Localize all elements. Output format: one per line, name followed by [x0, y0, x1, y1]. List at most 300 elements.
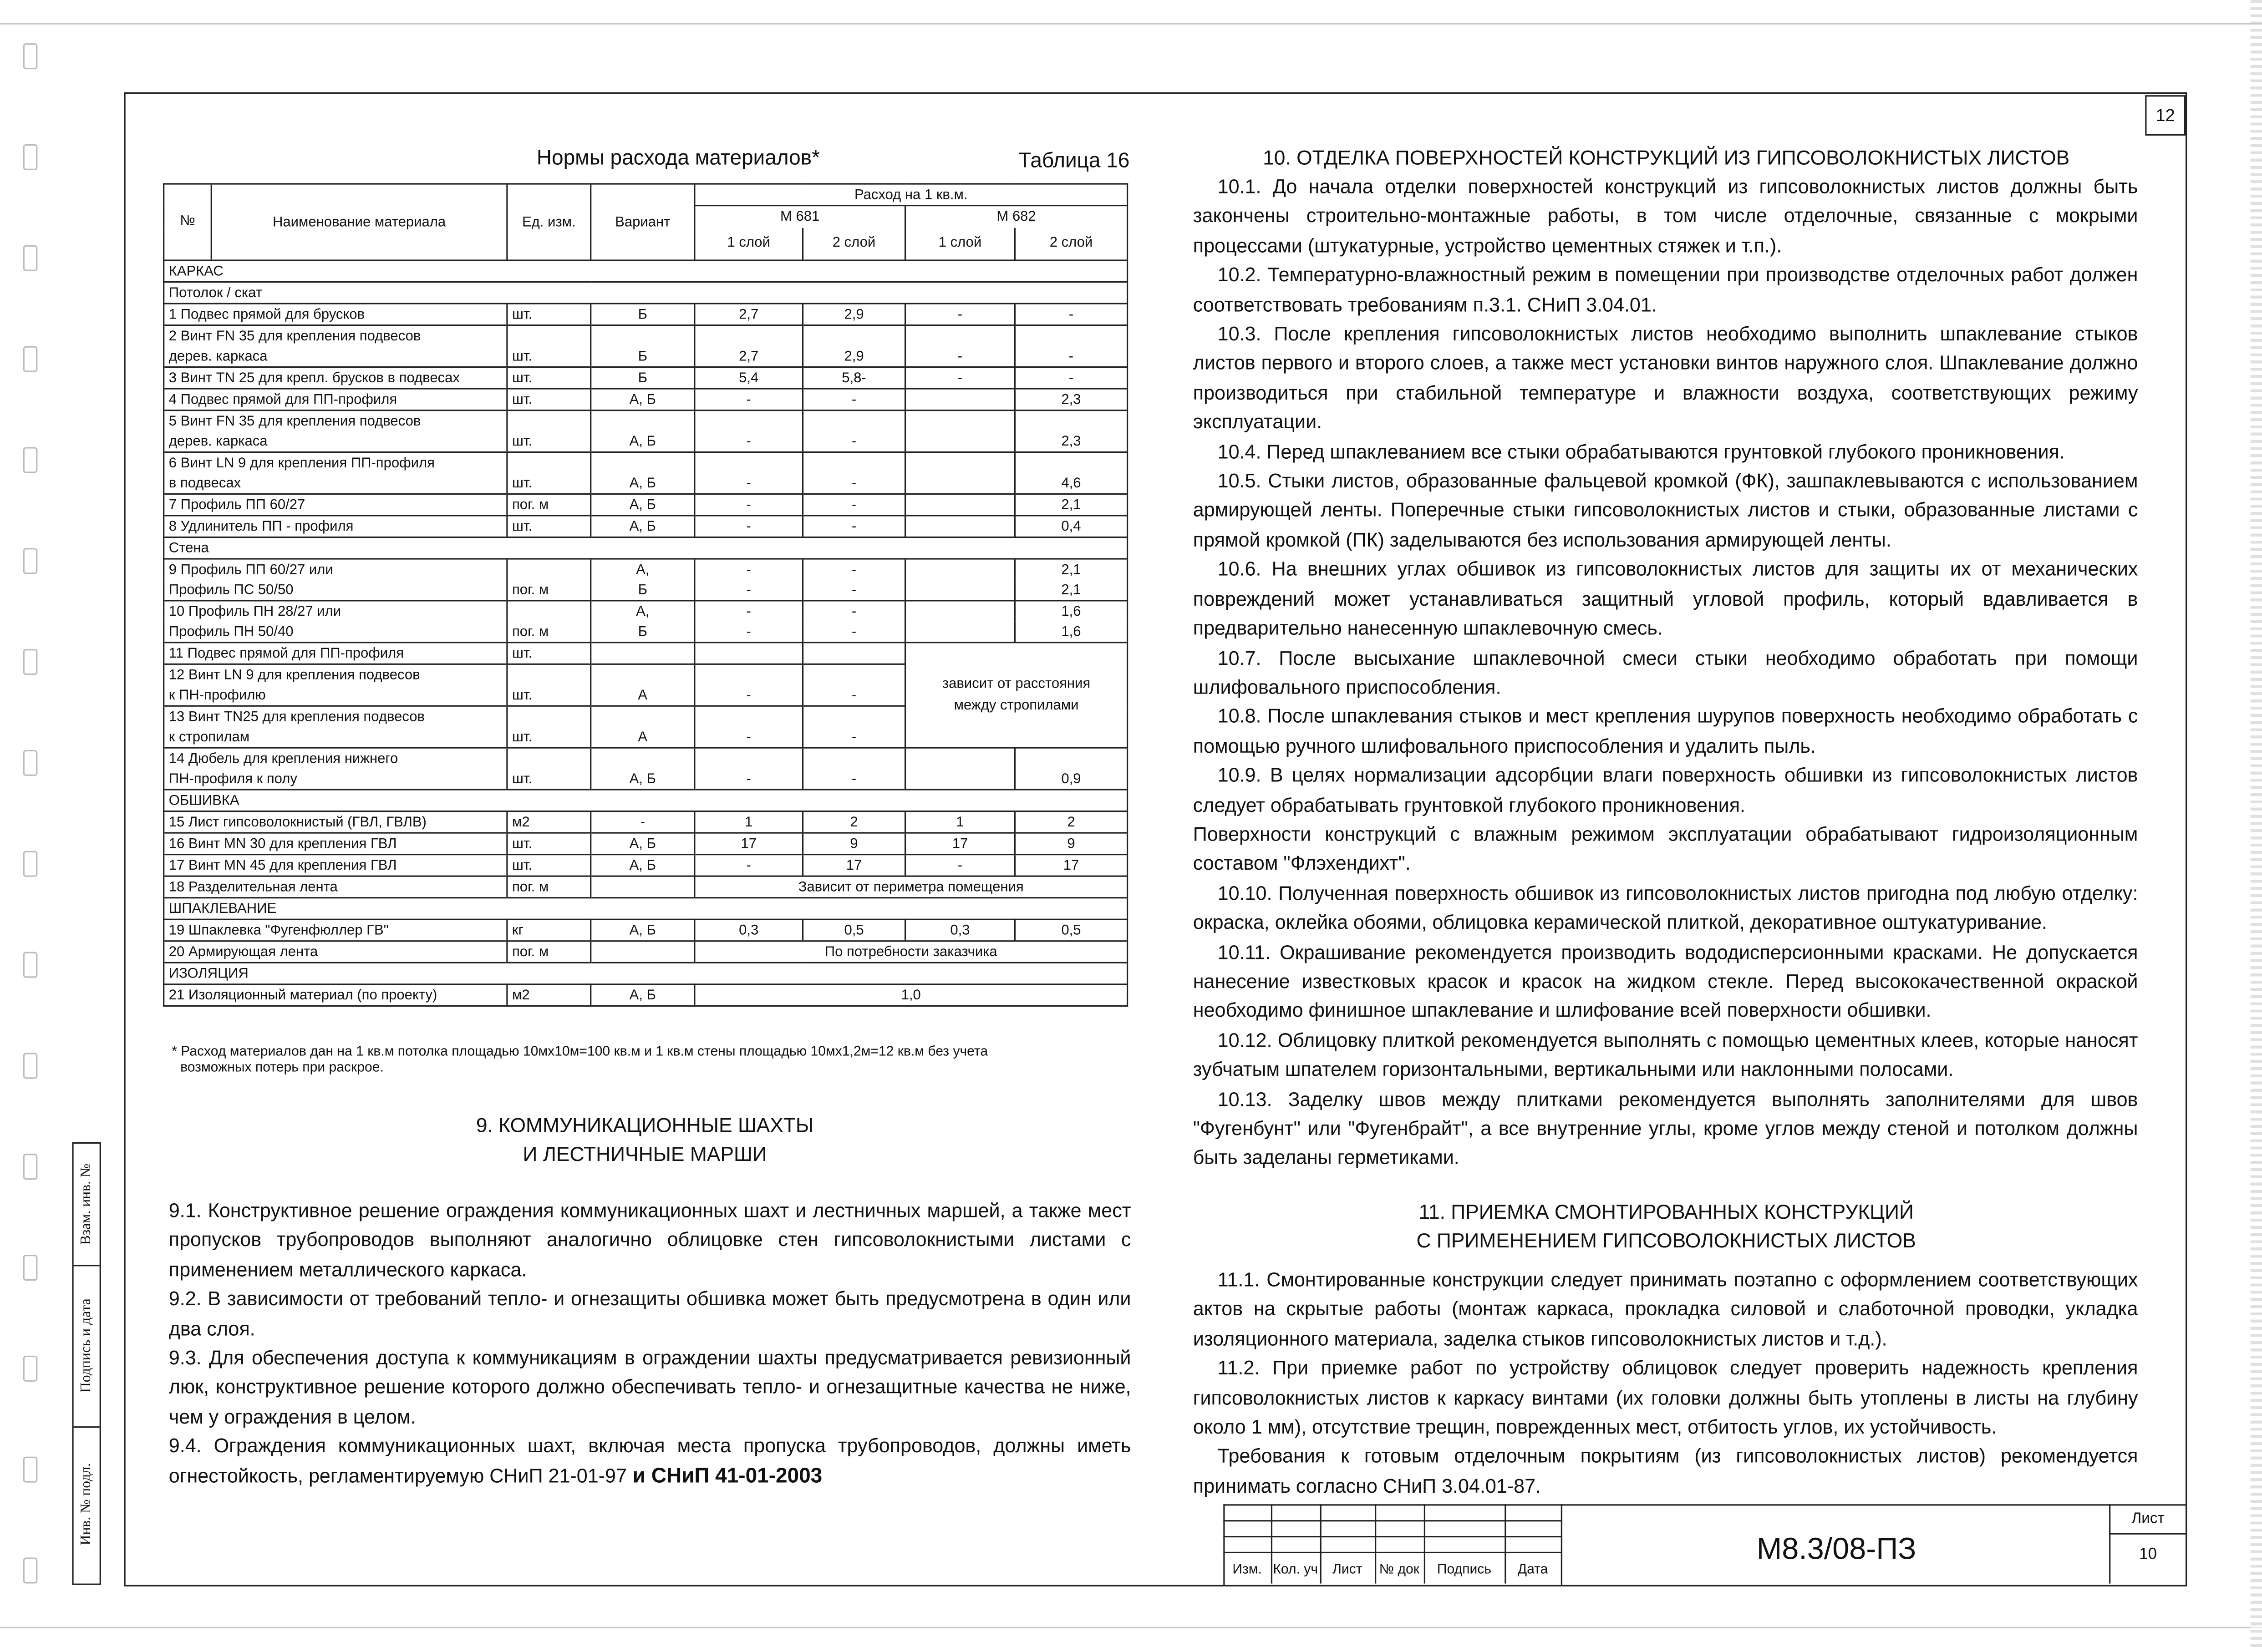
paragraph-9-3: 9.3. Для обеспечения доступа к коммуникациям в ограждении шахты предусматривается ревизионный люк, конструктивное решение которого должно обеспечивать тепло- и огнезащитные качества не ниже, чем у ограждения в целом. — [168, 1347, 1131, 1428]
table-row — [164, 769, 1128, 790]
table-cell: А, Б — [591, 855, 695, 877]
table-cell: 2,3 — [1015, 389, 1127, 410]
stamp-cell — [1424, 1504, 1506, 1521]
table-cell — [803, 748, 905, 769]
paragraph-10: 10.11. Окрашивание рекомендуется производить вододисперсионными красками. Не допускается нанесение известковых красок и красок на жидком стекле. Перед высококачественной окраской необходимо финишное шпаклевание и шлифование всей поверхности обшивки. — [1193, 941, 2138, 1022]
table-cell: 2,1 — [1015, 494, 1127, 516]
table-cell: кг — [507, 919, 591, 941]
table-section-row — [164, 898, 1128, 920]
heading-line: 9. КОММУНИКАЦИОННЫЕ ШАХТЫ — [476, 1113, 814, 1137]
table-row — [164, 622, 1128, 643]
paragraph-10: 10.8. После шпаклевания стыков и мест крепления шурупов поверхность необходимо обработать с помощью ручного шлифовального приспособления и удалить пыль. — [1193, 705, 2138, 757]
paragraph-text: 9.4. Ограждения коммуникационных шахт, включая места пропуска трубопроводов, должны иметь огнестойкость, регламентируемую СНиП 21-01-97 — [168, 1435, 1131, 1487]
table-cell — [591, 664, 695, 685]
table-cell: А, Б — [591, 919, 695, 941]
stamp-cell — [1271, 1504, 1322, 1521]
paragraph-10: 10.6. На внешних углах обшивок из гипсоволокнистых листов для защиты их от механических повреждений может устанавливаться защитный угловой профиль, который вдавливается в предварительно нанесенную шпаклевочную смесь. — [1193, 558, 2138, 639]
table-cell: шт. — [507, 367, 591, 389]
stamp-cell — [1271, 1520, 1322, 1537]
table-cell: - — [1015, 304, 1127, 325]
table-cell: 9 Профиль ПП 60/27 или — [164, 559, 507, 580]
table-cell: 2,9 — [803, 304, 905, 325]
stamp-label: № док — [1375, 1552, 1425, 1584]
table-cell: 9 — [803, 833, 905, 855]
header-layer2: 2 слой — [1015, 228, 1127, 260]
table-cell: - — [905, 304, 1015, 325]
section10-heading: 10. ОТДЕЛКА ПОВЕРХНОСТЕЙ КОНСТРУКЦИЙ ИЗ ГИПСОВОЛОКНИСТЫХ ЛИСТОВ — [1263, 146, 2070, 169]
table-cell — [905, 431, 1015, 452]
table-cell: А, — [591, 601, 695, 622]
paragraph-10: 10.12. Облицовку плиткой рекомендуется выполнять с помощью цементных клеев, которые наносят зубчатым шпателем горизонтальными, вертикальными или наклонными полосами. — [1193, 1029, 2138, 1081]
paragraph-11-1: 11.1. Смонтированные конструкции следует принимать поэтапно с оформлением соответствующих актов на скрытые работы (монтаж каркаса, прокладка силовой и слаботочной проводки, укладка изоляционного материала, заделка стыков гипсоволокнистых листов и т.д.). — [1193, 1269, 2138, 1350]
table-cell — [695, 664, 803, 685]
table-cell: 4,6 — [1015, 473, 1127, 494]
table-row — [164, 325, 1128, 346]
table-cell: 13 Винт TN25 для крепления подвесов — [164, 706, 507, 727]
table-cell: - — [905, 346, 1015, 367]
table-cell: - — [695, 431, 803, 452]
table-cell: 2,1 — [1015, 559, 1127, 580]
table-cell: - — [695, 516, 803, 537]
table-cell: 4 Подвес прямой для ПП-профиля — [164, 389, 507, 410]
table-cell — [905, 516, 1015, 537]
table-cell: пог. м — [507, 494, 591, 516]
heading-line: С ПРИМЕНЕНИЕМ ГИПСОВОЛОКНИСТЫХ ЛИСТОВ — [1416, 1228, 1916, 1252]
stamp-cell — [1505, 1536, 1562, 1553]
table-row — [164, 431, 1128, 452]
table-cell: 0,3 — [905, 919, 1015, 941]
table-cell: - — [803, 516, 905, 537]
table-cell: - — [1015, 367, 1127, 389]
binding-hole — [23, 346, 38, 372]
table-cell — [905, 559, 1015, 580]
binding-hole — [23, 1457, 38, 1483]
table-section-row — [164, 790, 1128, 811]
paragraph-10: 10.2. Температурно-влажностный режим в помещении при производстве отделочных работ должен соответствовать требованиям п.3.1. СНиП 3.04.01. — [1193, 264, 2138, 315]
table-cell: пог. м — [507, 622, 591, 643]
table-cell: 1,6 — [1015, 601, 1127, 622]
table-cell: шт. — [507, 304, 591, 325]
table-cell — [695, 410, 803, 431]
table-cell: - — [591, 811, 695, 833]
table-cell: Б — [591, 580, 695, 601]
table-cell: А, Б — [591, 431, 695, 452]
table-cell — [1015, 452, 1127, 473]
table-cell: 15 Лист гипсоволокнистый (ГВЛ, ГВЛВ) — [164, 811, 507, 833]
table-cell: - — [803, 601, 905, 622]
stamp-label: Дата — [1505, 1552, 1562, 1584]
table-cell: 1 — [695, 811, 803, 833]
footnote-line: возможных потерь при раскрое. — [180, 1060, 384, 1076]
table-row — [164, 389, 1128, 410]
binding-hole — [23, 43, 38, 69]
table-cell: Профиль ПС 50/50 — [164, 580, 507, 601]
table-cell: 1 Подвес прямой для брусков — [164, 304, 507, 325]
table-cell — [905, 389, 1015, 410]
stamp-cell — [1375, 1520, 1425, 1537]
binding-hole — [23, 851, 38, 877]
table-row — [164, 516, 1128, 537]
table-row — [164, 748, 1128, 769]
table-cell — [591, 410, 695, 431]
stamp-label: Подпись — [1424, 1552, 1506, 1584]
binding-hole — [23, 1154, 38, 1180]
table-cell: пог. м — [507, 580, 591, 601]
paragraph-10: 10.4. Перед шпаклеванием все стыки обрабатываются грунтовкой глубокого проникновения. — [1217, 441, 2065, 463]
table-cell: 1,0 — [695, 984, 1128, 1006]
stamp-cell — [1424, 1536, 1506, 1553]
table-cell: - — [803, 727, 905, 748]
table-cell: 9 — [1015, 833, 1127, 855]
table-cell: пог. м — [507, 876, 591, 898]
table-cell — [695, 643, 803, 664]
table-cell: А, Б — [591, 769, 695, 790]
table-cell — [905, 622, 1015, 643]
table-cell: 19 Шпаклевка "Фугенфюллер ГВ" — [164, 919, 507, 941]
table-cell: 14 Дюбель для крепления нижнего — [164, 748, 507, 769]
table-cell: шт. — [507, 473, 591, 494]
table-cell: - — [695, 473, 803, 494]
table-cell: А — [591, 685, 695, 706]
table-cell — [695, 706, 803, 727]
merged-note: зависит от расстояния между стропилами — [905, 643, 1128, 748]
table-row — [164, 643, 1128, 664]
table-cell: КАРКАС — [164, 260, 1128, 282]
sheet-number: 12 — [2145, 95, 2186, 136]
table-cell: - — [695, 559, 803, 580]
table-row — [164, 346, 1128, 367]
table-row — [164, 941, 1128, 963]
table-cell: 10 Профиль ПН 28/27 или — [164, 601, 507, 622]
table-cell: 5 Винт FN 35 для крепления подвесов — [164, 410, 507, 431]
strip-inv-podl — [74, 1426, 100, 1582]
scan-line-top — [0, 23, 2262, 25]
table-cell: - — [803, 559, 905, 580]
header-unit: Ед. изм. — [507, 184, 591, 260]
paragraph-10: 10.10. Полученная поверхность обшивок из гипсоволокнистых листов пригодна под любую отделку: окраска, оклейка обоями, облицовка керамической плиткой, декоративное оштукатуривание. — [1193, 882, 2138, 933]
table-cell: А — [591, 727, 695, 748]
table-cell — [803, 706, 905, 727]
table-cell: - — [803, 580, 905, 601]
stamp-cell — [1375, 1504, 1425, 1521]
table-cell — [905, 452, 1015, 473]
table-row — [164, 367, 1128, 389]
header-name: Наименование материала — [272, 214, 446, 230]
table-cell: Зависит от периметра помещения — [695, 876, 1128, 898]
table-row — [164, 494, 1128, 516]
binding-hole — [23, 144, 38, 170]
table-cell — [695, 325, 803, 346]
table-cell — [591, 748, 695, 769]
table-cell: - — [695, 622, 803, 643]
table-cell: 0,9 — [1015, 769, 1127, 790]
table-row — [164, 984, 1128, 1006]
table-cell — [905, 473, 1015, 494]
table-cell — [507, 559, 591, 580]
table-cell: - — [695, 855, 803, 877]
stamp-list-label: Лист — [2109, 1504, 2186, 1535]
table-cell — [803, 664, 905, 685]
table-cell — [1015, 325, 1127, 346]
table-cell: 2,7 — [695, 304, 803, 325]
paragraph-9-1: 9.1. Конструктивное решение ограждения коммуникационных шахт и лестничных маршей, а также мест пропусков трубопроводов выполняют аналогично облицовке стен гипсоволокнистыми листами с применением металлического каркаса. — [168, 1200, 1131, 1281]
table-cell — [591, 706, 695, 727]
table-cell: 18 Разделительная лента — [164, 876, 507, 898]
table-cell: шт. — [507, 855, 591, 877]
table-cell: 17 — [695, 833, 803, 855]
table-cell — [905, 769, 1015, 790]
paragraph-10: 10.5. Стыки листов, образованные фальцевой кромкой (ФК), зашпаклевываются с использованием армирующей ленты. Поперечные стыки гипсоволокнистых листов и стыки, образованные листами с прямой кромкой (ПК) заделываются без использования армирующей ленты. — [1193, 470, 2138, 551]
table-cell: - — [695, 769, 803, 790]
stamp-label: Кол. уч — [1271, 1552, 1322, 1584]
table-cell: - — [803, 389, 905, 410]
stamp-cell — [1320, 1504, 1377, 1521]
table-cell: ИЗОЛЯЦИЯ — [164, 963, 1128, 984]
table-cell: дерев. каркаса — [164, 431, 507, 452]
table-cell: Б — [591, 346, 695, 367]
table-cell: 2 — [803, 811, 905, 833]
table-cell: - — [1015, 346, 1127, 367]
stamp-cell — [1375, 1536, 1425, 1553]
table-cell: 2,7 — [695, 346, 803, 367]
table-cell: - — [803, 473, 905, 494]
table-cell: шт. — [507, 516, 591, 537]
table-cell — [591, 941, 695, 963]
materials-norms-table — [163, 183, 1128, 1006]
table-cell: шт. — [507, 389, 591, 410]
table-cell: - — [803, 494, 905, 516]
table-cell — [803, 325, 905, 346]
paragraph-11-3: Требования к готовым отделочным покрытиям (из гипсоволокнистых листов) рекомендуется принимать согласно СНиП 3.04.01-87. — [1193, 1445, 2138, 1497]
approval-strip — [72, 1142, 101, 1585]
table-cell: 5,8- — [803, 367, 905, 389]
table-cell: 0,3 — [695, 919, 803, 941]
stamp-cell — [1271, 1536, 1322, 1553]
table-cell: А, Б — [591, 473, 695, 494]
table-cell: 16 Винт MN 30 для крепления ГВЛ — [164, 833, 507, 855]
table-cell — [695, 452, 803, 473]
table-cell: ОБШИВКА — [164, 790, 1128, 811]
table-row — [164, 855, 1128, 877]
document-designation: М8.3/08-ПЗ — [1561, 1504, 2110, 1585]
table-cell: Б — [591, 304, 695, 325]
table-cell: шт. — [507, 685, 591, 706]
table-cell: 2 Винт FN 35 для крепления подвесов — [164, 325, 507, 346]
table-label: Таблица 16 — [1018, 150, 1130, 173]
table-cell: 2,1 — [1015, 580, 1127, 601]
table-section-row — [164, 963, 1128, 984]
binding-hole — [23, 649, 38, 675]
table-row — [164, 410, 1128, 431]
table-footnote — [172, 1044, 988, 1076]
table-cell: - — [695, 601, 803, 622]
table-cell — [695, 748, 803, 769]
table-row — [164, 580, 1128, 601]
table-cell: - — [695, 727, 803, 748]
table-cell: А, — [591, 559, 695, 580]
table-cell: 0,4 — [1015, 516, 1127, 537]
table-cell: - — [695, 389, 803, 410]
table-cell: дерев. каркаса — [164, 346, 507, 367]
table-cell: шт. — [507, 431, 591, 452]
binding-hole — [23, 447, 38, 473]
table-cell: шт. — [507, 346, 591, 367]
header-variant: Вариант — [591, 184, 695, 260]
table-cell: - — [695, 494, 803, 516]
header-consumption: Расход на 1 кв.м. — [695, 184, 1128, 206]
binding-hole — [23, 1053, 38, 1079]
header-m682: М 682 — [905, 206, 1128, 228]
table-cell: Стена — [164, 537, 1128, 559]
table-section-row — [164, 282, 1128, 304]
table-cell: к ПН-профилю — [164, 685, 507, 706]
table-cell: - — [803, 685, 905, 706]
table-cell — [591, 325, 695, 346]
paragraph-11-2: 11.2. При приемке работ по устройству облицовок следует проверить надежность крепления гипсоволокнистых листов к каркасу винтами (их головки должны быть утоплены в листы на глубину около 1 мм), отсутствие трещин, поврежденных мест, отбитость углов, их устойчивость. — [1193, 1357, 2138, 1438]
table-row — [164, 919, 1128, 941]
table-cell: - — [905, 367, 1015, 389]
strip-label: Взам. инв. № — [78, 1163, 95, 1245]
table-cell: 17 Винт MN 45 для крепления ГВЛ — [164, 855, 507, 877]
table-section-row — [164, 537, 1128, 559]
table-cell — [803, 452, 905, 473]
table-cell — [507, 706, 591, 727]
strip-label: Инв. № подл. — [78, 1463, 95, 1546]
header-num: № — [164, 185, 212, 260]
table-cell: Потолок / скат — [164, 282, 1128, 304]
table-cell — [803, 410, 905, 431]
table-cell: шт. — [507, 643, 591, 664]
stamp-cell — [1320, 1536, 1377, 1553]
paragraph-10: 10.3. После крепления гипсоволокнистых листов необходимо выполнить шпаклевание стыков листов первого и второго слоев, а также мест установки винтов наружного слоя. Шпаклевание должно производиться при стабильной температуре и влажности воздуха, соответствующих режиму эксплуатации. — [1193, 323, 2138, 433]
table-row — [164, 452, 1128, 473]
table-cell: 20 Армирующая лента — [164, 941, 507, 963]
table-cell: - — [803, 431, 905, 452]
table-body — [164, 260, 1128, 1006]
table-title: Нормы расхода материалов* — [536, 147, 820, 170]
paragraph-10: 10.13. Заделку швов между плитками рекомендуется выполнять заполнителями для швов "Фугенбунт" или "Фугенбрайт", а все внутренние углы, кроме углов между стеной и потолком должны быть заделаны герметиками. — [1193, 1088, 2138, 1169]
table-cell — [591, 452, 695, 473]
binding-hole — [23, 1558, 38, 1584]
stamp-cell — [1505, 1520, 1562, 1537]
strip-vzam-inv — [74, 1144, 100, 1266]
table-cell: 17 — [803, 855, 905, 877]
section11-heading — [1193, 1197, 2140, 1255]
table-cell: Б — [591, 367, 695, 389]
heading-line: И ЛЕСТНИЧНЫЕ МАРШИ — [523, 1142, 767, 1166]
table-cell: Б — [591, 622, 695, 643]
binding-hole — [23, 750, 38, 776]
table-cell: 2,3 — [1015, 431, 1127, 452]
table-cell: А, Б — [591, 833, 695, 855]
table-cell: - — [695, 685, 803, 706]
table-cell: 7 Профиль ПП 60/27 — [164, 494, 507, 516]
header-layer1: 1 слой — [695, 228, 803, 260]
paragraph-9-4 — [169, 1433, 1131, 1491]
table-cell: 0,5 — [803, 919, 905, 941]
table-row — [164, 601, 1128, 622]
stamp-label: Изм. — [1223, 1552, 1272, 1584]
section10-body — [1193, 173, 2138, 1174]
footnote-line: * Расход материалов дан на 1 кв.м потолка площадью 10мх10м=100 кв.м и 1 кв.м стены площадью 10мх1,2м=12 кв.м без учета — [172, 1044, 988, 1060]
table-cell: А, Б — [591, 389, 695, 410]
table-cell — [507, 410, 591, 431]
table-row — [164, 876, 1128, 898]
stamp-list-number: 10 — [2109, 1533, 2186, 1584]
table-cell: шт. — [507, 833, 591, 855]
table-cell: 1 — [905, 811, 1015, 833]
header-layer2: 2 слой — [803, 228, 905, 260]
table-cell: 11 Подвес прямой для ПП-профиля — [164, 643, 507, 664]
table-cell — [905, 410, 1015, 431]
table-cell — [905, 601, 1015, 622]
table-cell — [507, 325, 591, 346]
header-num-name — [164, 184, 507, 260]
stamp-cell — [1320, 1520, 1377, 1537]
section11-body — [1193, 1266, 2138, 1501]
table-cell — [1015, 410, 1127, 431]
table-row — [164, 473, 1128, 494]
section9-heading — [163, 1110, 1127, 1168]
table-section-row — [164, 260, 1128, 282]
scan-line-bottom — [0, 1627, 2262, 1628]
table-cell: - — [905, 855, 1015, 877]
table-cell: Профиль ПН 50/40 — [164, 622, 507, 643]
stamp-cell — [1223, 1520, 1272, 1537]
table-cell — [591, 643, 695, 664]
table-cell: шт. — [507, 727, 591, 748]
table-cell — [507, 601, 591, 622]
table-cell: м2 — [507, 984, 591, 1006]
title-block — [1223, 1504, 2184, 1583]
table-cell — [507, 664, 591, 685]
table-cell: 21 Изоляционный материал (по проекту) — [164, 984, 507, 1006]
table-cell — [905, 580, 1015, 601]
table-cell: ПН-профиля к полу — [164, 769, 507, 790]
table-cell: 1,6 — [1015, 622, 1127, 643]
stamp-cell — [1424, 1520, 1506, 1537]
table-row — [164, 304, 1128, 325]
stamp-cell — [1223, 1504, 1272, 1521]
table-cell: 6 Винт LN 9 для крепления ПП-профиля — [164, 452, 507, 473]
table-cell — [905, 325, 1015, 346]
table-cell: 5,4 — [695, 367, 803, 389]
table-cell: 3 Винт TN 25 для крепл. брусков в подвесах — [164, 367, 507, 389]
table-cell: 12 Винт LN 9 для крепления подвесов — [164, 664, 507, 685]
table-cell: ШПАКЛЕВАНИЕ — [164, 898, 1128, 920]
header-m681: М 681 — [695, 206, 905, 228]
heading-line: 11. ПРИЕМКА СМОНТИРОВАННЫХ КОНСТРУКЦИЙ — [1418, 1200, 1914, 1223]
stamp-cell — [1505, 1504, 1562, 1521]
table-cell: - — [803, 622, 905, 643]
table-cell: А, Б — [591, 494, 695, 516]
stamp-label: Лист — [1320, 1552, 1377, 1584]
table-cell — [507, 748, 591, 769]
table-cell: А, Б — [591, 984, 695, 1006]
paragraph-10: Поверхности конструкций с влажным режимом эксплуатации обрабатывают гидроизоляционным составом "Флэхендихт". — [1193, 823, 2138, 875]
strip-podpis-data — [74, 1265, 100, 1428]
table-cell: - — [695, 580, 803, 601]
table-cell — [591, 876, 695, 898]
table-cell: 2,9 — [803, 346, 905, 367]
table-cell: м2 — [507, 811, 591, 833]
table-cell: 8 Удлинитель ПП - профиля — [164, 516, 507, 537]
binding-hole — [23, 245, 38, 271]
table-cell: По потребности заказчика — [695, 941, 1128, 963]
table-cell: 17 — [905, 833, 1015, 855]
table-cell: к стропилам — [164, 727, 507, 748]
table-cell: в подвесах — [164, 473, 507, 494]
